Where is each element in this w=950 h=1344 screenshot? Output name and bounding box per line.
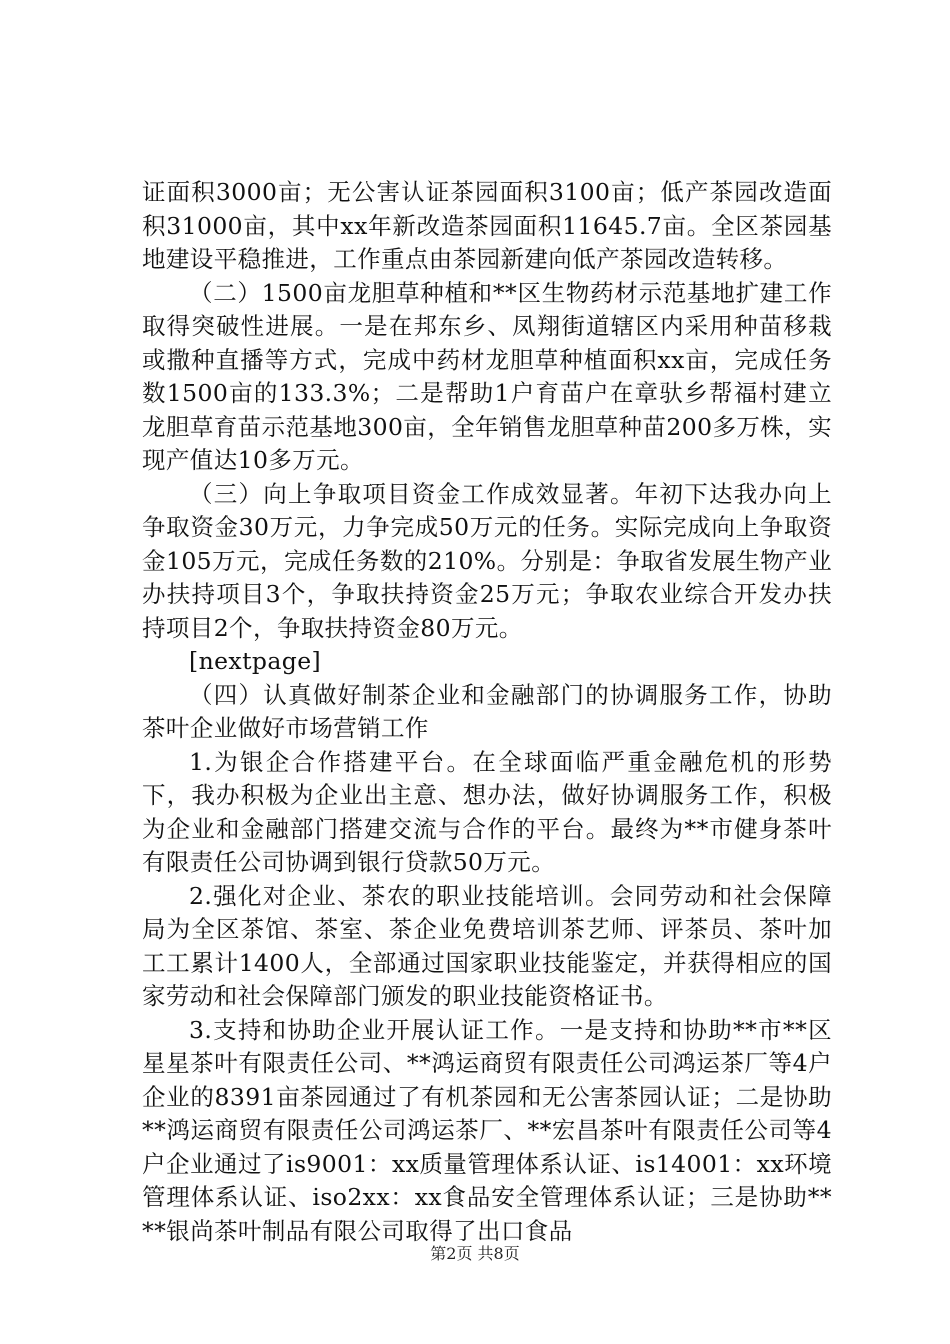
nextpage-marker: [nextpage] [189,647,322,675]
page-number-footer: 第2页 共8页 [430,1244,520,1263]
paragraph-section-3: （三）向上争取项目资金工作成效显著。年初下达我办向上争取资金30万元，力争完成50万元的任务。实际完成向上争取资金105万元，完成任务数的210%。分别是：争取省发展生物产业办扶持项目3个，争取扶持资金25万元；争取农业综合开发办扶持项目2个，争取扶持资金80万元。 [142,479,832,642]
document-body [142,176,832,1248]
paragraph-section-4-heading: （四）认真做好制茶企业和金融部门的协调服务工作，协助茶叶企业做好市场营销工作 [142,680,832,742]
paragraph-item-2: 2.强化对企业、茶农的职业技能培训。会同劳动和社会保障局为全区茶馆、茶室、茶企业免费培训茶艺师、评茶员、茶叶加工工累计1400人，全部通过国家职业技能鉴定，并获得相应的国家劳动和社会保障部门颁发的职业技能资格证书。 [142,881,832,1010]
paragraph-item-3: 3.支持和协助企业开展认证工作。一是支持和协助**市**区星星茶叶有限责任公司、**鸿运商贸有限责任公司鸿运茶厂等4户企业的8391亩茶园通过了有机茶园和无公害茶园认证；二是协助**鸿运商贸有限责任公司鸿运茶厂、**宏昌茶叶有限责任公司等4户企业通过了is9001：xx质量管理体系认证、is14001：xx环境管理体系认证、iso2xx：xx食品安全管理体系认证；三是协助****银尚茶叶制品有限公司取得了出口食品 [142,1015,832,1245]
paragraph-section-2: （二）1500亩龙胆草种植和**区生物药材示范基地扩建工作取得突破性进展。一是在邦东乡、凤翔街道辖区内采用种苗移栽或撒种直播等方式，完成中药材龙胆草种植面积xx亩，完成任务数1500亩的133.3%；二是帮助1户育苗户在章驮乡帮福村建立龙胆草育苗示范基地300亩，全年销售龙胆草种苗200多万株，实现产值达10多万元。 [142,278,832,474]
paragraph-continuation: 证面积3000亩；无公害认证茶园面积3100亩；低产茶园改造面积31000亩，其中xx年新改造茶园面积11645.7亩。全区茶园基地建设平稳推进，工作重点由茶园新建向低产茶园改造转移。 [142,178,832,273]
paragraph-item-1: 1.为银企合作搭建平台。在全球面临严重金融危机的形势下，我办积极为企业出主意、想办法，做好协调服务工作，积极为企业和金融部门搭建交流与合作的平台。最终为**市健身茶叶有限责任公司协调到银行贷款50万元。 [142,747,832,876]
